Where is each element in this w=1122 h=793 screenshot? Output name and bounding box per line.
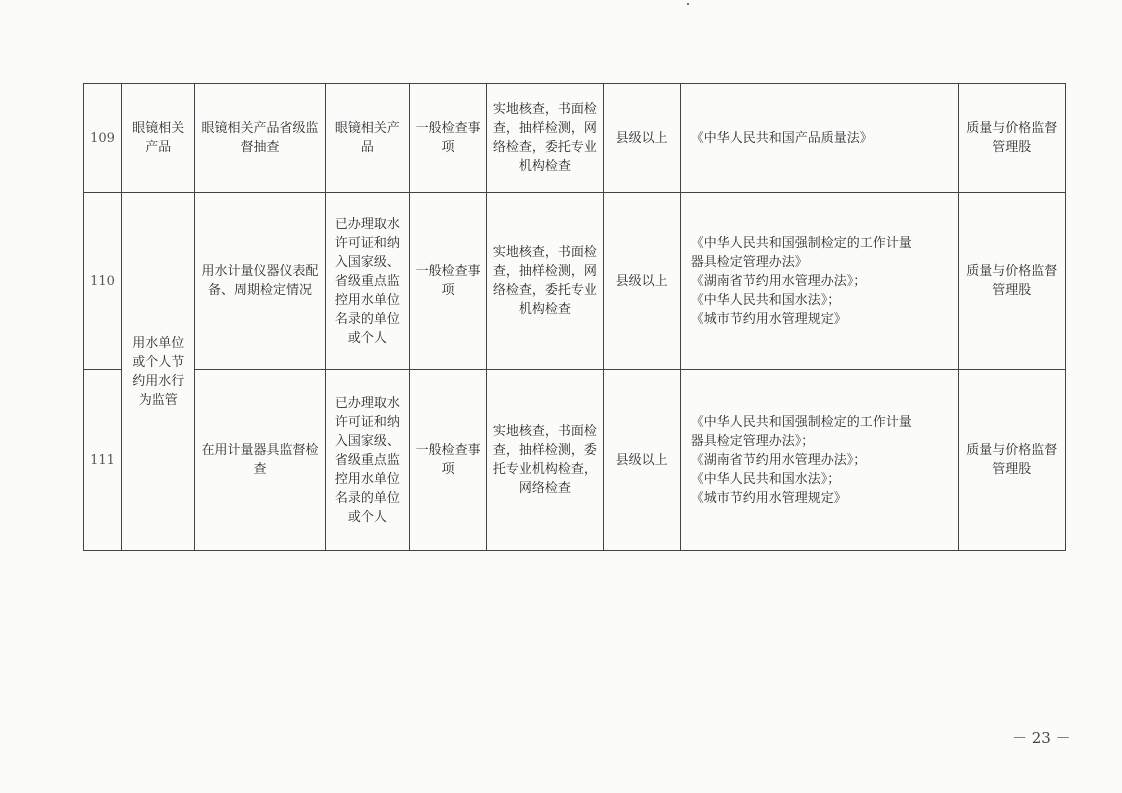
level-cell: 县级以上	[603, 193, 680, 370]
table-row	[84, 370, 1066, 551]
level-cell: 县级以上	[603, 84, 680, 193]
type-cell: 一般检查事项	[409, 193, 486, 370]
item-number: 111	[84, 370, 122, 551]
basis-line: 《中华人民共和国水法》；	[690, 471, 841, 487]
method-cell: 实地核查，书面检查，抽样检测，网络检查，委托专业机构检查	[487, 193, 603, 370]
scan-speck	[687, 3, 689, 5]
basis-line: 《城市节约用水管理规定》	[690, 311, 847, 327]
category-cell: 眼镜相关产品	[122, 84, 195, 193]
item-number: 110	[84, 193, 122, 370]
type-cell: 一般检查事项	[409, 84, 486, 193]
page-number: － 23 －	[1012, 729, 1071, 747]
object-cell: 已办理取水许可证和纳入国家级、省级重点监控用水单位名录的单位或个人	[325, 193, 409, 370]
basis-line: 器具检定管理办法》；	[690, 433, 815, 449]
dept-cell: 质量与价格监督管理股	[958, 84, 1065, 193]
task-cell: 用水计量仪器仪表配备、周期检定情况	[195, 193, 325, 370]
basis-cell	[680, 84, 958, 193]
table-row	[84, 84, 1066, 193]
task-cell: 在用计量器具监督检查	[195, 370, 325, 551]
basis-cell	[680, 370, 958, 551]
dept-cell: 质量与价格监督管理股	[958, 193, 1065, 370]
basis-line: 《中华人民共和国产品质量法》	[690, 130, 873, 146]
item-number: 109	[84, 84, 122, 193]
method-cell: 实地核查，书面检查，抽样检测，委托专业机构检查，网络检查	[487, 370, 603, 551]
basis-line: 器具检定管理办法》	[690, 254, 808, 270]
basis-line: 《中华人民共和国强制检定的工作计量	[690, 414, 912, 430]
task-cell: 眼镜相关产品省级监督抽查	[195, 84, 325, 193]
level-cell: 县级以上	[603, 370, 680, 551]
dept-cell: 质量与价格监督管理股	[958, 370, 1065, 551]
inspection-items-table	[83, 83, 1066, 551]
method-cell: 实地核查，书面检查，抽样检测，网络检查，委托专业机构检查	[487, 84, 603, 193]
basis-cell	[680, 193, 958, 370]
basis-line: 《湖南省节约用水管理办法》；	[690, 273, 867, 289]
object-cell: 已办理取水许可证和纳入国家级、省级重点监控用水单位名录的单位或个人	[325, 370, 409, 551]
category-cell: 用水单位或个人节约用水行为监管	[122, 193, 195, 551]
basis-line: 《中华人民共和国水法》；	[690, 292, 841, 308]
type-cell: 一般检查事项	[409, 370, 486, 551]
object-cell: 眼镜相关产品	[325, 84, 409, 193]
basis-line: 《城市节约用水管理规定》	[690, 490, 847, 506]
basis-line: 《中华人民共和国强制检定的工作计量	[690, 235, 912, 251]
basis-line: 《湖南省节约用水管理办法》；	[690, 452, 867, 468]
table-row	[84, 193, 1066, 370]
